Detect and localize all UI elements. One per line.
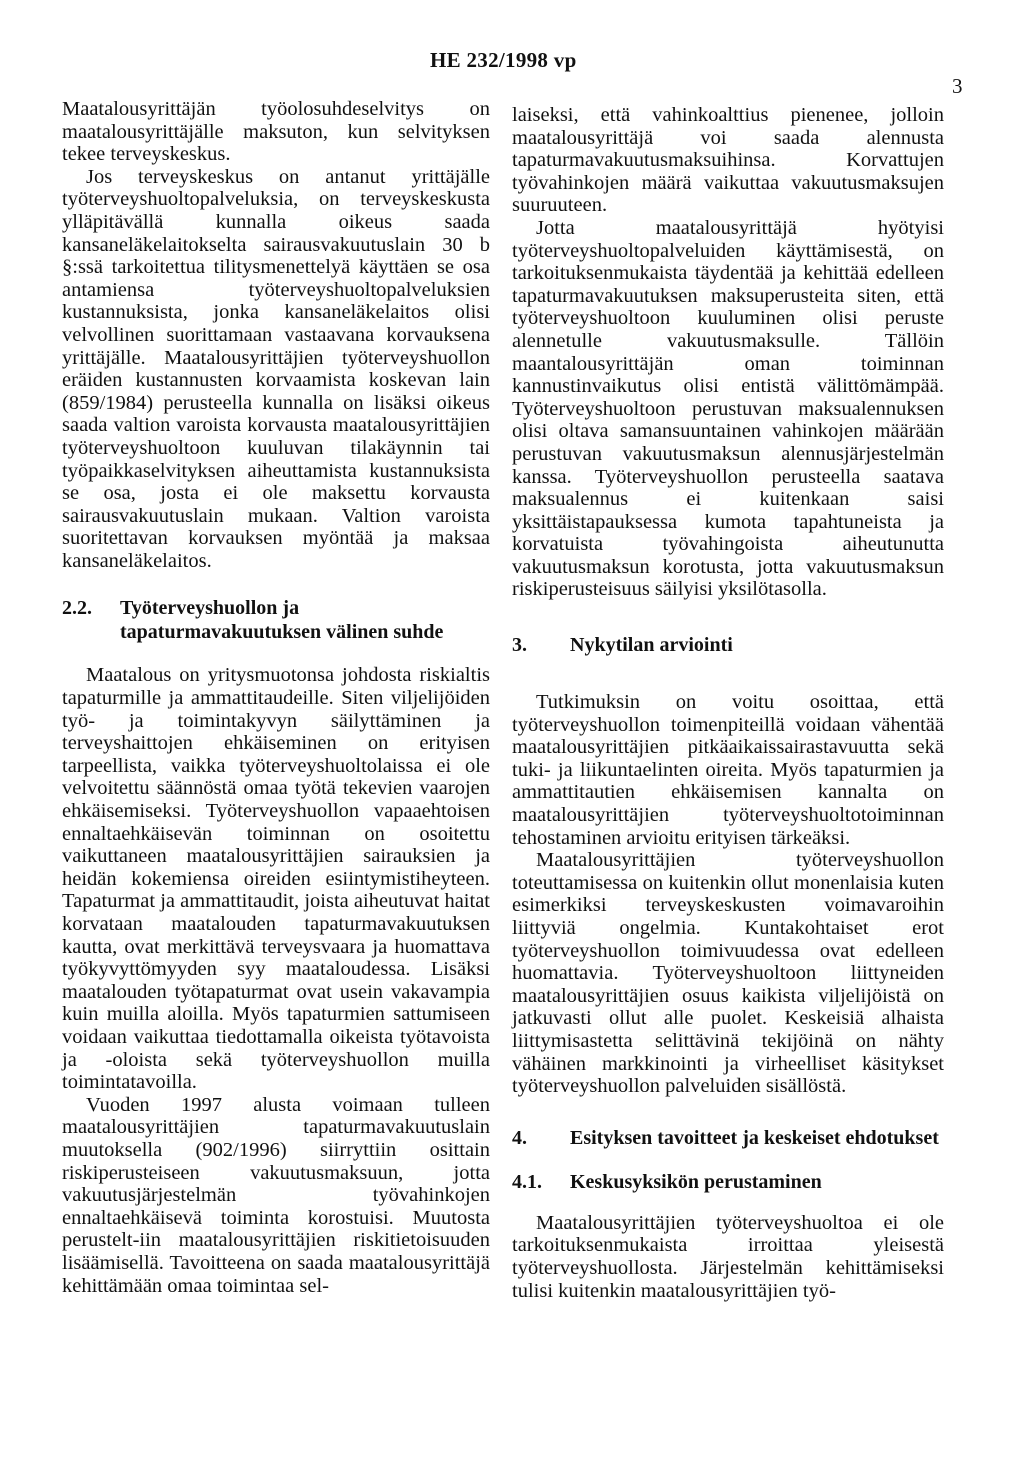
paragraph: Maatalousyrittäjien työterveyshuollon toteuttamisessa on kuitenkin ollut monenlaisia kuten esimerkiksi terveyskeskusten voimavaroihin liittyviä ongelmia. Kuntakohtaiset erot työterveyshuollon toimivuudessa ovat edelleen huomattavia. Työterveyshuoltoon liittyneiden maatalousyrittäjien osuus kaikista viljelijöistä on jatkuvasti ollut alle puolet. Keskeisiä alhaista liittymisastetta selittävinä tekijöinä on nähty vähäinen markkinointi ja virheelliset käsitykset työterveyshuollon palveluiden sisällöstä.: [512, 849, 944, 1098]
section-heading-4-1: [512, 1170, 944, 1194]
section-number: 4.: [512, 1126, 527, 1149]
section-number: 3.: [512, 634, 527, 657]
paragraph: Jos terveyskeskus on antanut yrittäjälle työterveyshuoltopalveluksia, on terveyskeskusta ylläpitävällä kunnalla oikeus saada kansaneläkelaitokselta sairausvakuutuslain 30 b §:ssä tarkoitettua tilitysmenettelyä käyttäen se osa antamiensa työterveyshuoltopalveluksien kustannuksista, jonka kansaneläkelaitos olisi velvollinen suorittamaan vastaavana korvauksena yrittäjälle. Maatalousyrittäjien työterveyshuollon eräiden kustannusten korvaamista koskevan lain (859/1984) perusteella kunnalla on lisäksi oikeus saada valtion varoista korvausta maatalousyrittäjien työterveyshuoltoon kuuluvan tilakäynnin tai työpaikkaselvityksen aiheuttamista kustannuksista se osa, josta ei ole maksettu korvausta sairausvakuutuslain mukaan. Valtion varoista suoritettavan korvauksen myöntää ja maksaa kansaneläkelaitos.: [62, 165, 490, 572]
section-heading-3: [512, 633, 944, 657]
section-title: Esityksen tavoitteet ja keskeiset ehdotukset: [570, 1126, 939, 1149]
document-id: HE 232/1998 vp: [430, 48, 577, 72]
section-title: Nykytilan arviointi: [570, 634, 733, 657]
page-header: [0, 48, 1024, 98]
section-title: Työterveyshuollon ja tapaturmavakuutuksen välinen suhde: [120, 597, 444, 644]
right-column: [512, 104, 944, 1302]
left-column: [62, 98, 490, 1297]
section-number: 2.2.: [62, 597, 92, 620]
section-heading-2-2: [62, 596, 490, 644]
paragraph: Tutkimuksin on voitu osoittaa, että työterveyshuollon toimenpiteillä voidaan vähentää maatalousyrittäjien pitkäaikaissairastavuutta sekä tuki- ja liikuntaelinten oireita. Myös tapaturmien ja ammattitautien ehkäisemisen kannalta on maatalousyrittäjien työterveyshuoltotoiminnan tehostaminen arvioitu erityisen tärkeäksi.: [512, 691, 944, 849]
section-heading-4: [512, 1126, 944, 1150]
section-number: 4.1.: [512, 1170, 542, 1193]
paragraph: Maatalousyrittäjien työterveyshuoltoa ei ole tarkoituksenmukaista irroittaa yleisestä työterveyshuollosta. Järjestelmän kehittämiseksi tulisi kuitenkin maatalousyrittäjien työ-: [512, 1211, 944, 1302]
paragraph: Vuoden 1997 alusta voimaan tulleen maatalousyrittäjien tapaturmavakuutuslain muutoksella (902/1996) siirryttiin osittain riskiperusteiseen vakuutusmaksuun, jotta vakuutusjärjestelmän työvahinkojen ennaltaehkäisevä toiminta korostuisi. Muutosta perustelt-iin maatalousyrittäjien riskitietoisuuden lisäämisellä. Tavoitteena on saada maatalousyrittäjä kehittämään omaa toimintaa sel-: [62, 1093, 490, 1297]
section-title: Keskusyksikön perustaminen: [570, 1170, 822, 1193]
paragraph: Maatalous on yritysmuotonsa johdosta riskialtis tapaturmille ja ammattitaudeille. Siten viljelijöiden työ- ja toimintakyvyn säilyttäminen ja terveyshaittojen ehkäiseminen on erityisen tarpeellista, vaikka työterveyshuoltolaissa ei ole velvoitettu säännöstä omaa työtä tekevien vaarojen ehkäisemiseksi. Työterveyshuollon vapaaehtoisen ennaltaehkäisevän toiminnan on osoitettu vaikuttaneen maatalousyrittäjien sairauksien ja heidän kokemiensa oireiden esiintymistiheyteen. Tapaturmat ja ammattitaudit, joista aiheutuvat haitat korvataan maatalouden tapaturmavakuutuksen kautta, ovat merkittävä terveysvaara ja huomattava työkyvyttömyyden syy maataloudessa. Lisäksi maatalouden työtapaturmat ovat usein vakavampia kuin muilla aloilla. Myös tapaturmien sattumiseen voidaan vaikuttaa tiedottamalla oikeista työtavoista ja -oloista sekä työterveyshuollon muilla toimintatavoilla.: [62, 664, 490, 1094]
page-number: 3: [952, 74, 963, 98]
paragraph: Jotta maatalousyrittäjä hyötyisi työterveyshuoltopalveluiden käyttämisestä, on tarkoituksenmukaista täydentää ja kehittää edelleen tapaturmavakuutuksen maksuperusteita siten, että työterveyshuoltoon kuuluminen olisi peruste alennetulle vakuutusmaksulle. Tällöin maantalousyrittäjän oman toiminnan kannustinvaikutus olisi entistä välittömämpää. Työterveyshuoltoon perustuvan maksualennuksen olisi oltava samansuuntainen vahinkojen määrään perustuvan vakuutusmaksun alennusjärjestelmän kanssa. Työterveyshuollon perusteella saatava maksualennus ei kuitenkaan saisi yksittäistapauksessa kumota tapahtuneista ja korvatuista työvahingoista aiheutunutta vakuutusmaksun korotusta, jotta vakuutusmaksun riskiperusteisuus säilyisi yksilötasolla.: [512, 216, 944, 601]
paragraph: laiseksi, että vahinkoalttius pienenee, jolloin maatalousyrittäjä voi saada alennusta tapaturmavakuutusmaksuihinsa. Korvattujen työvahinkojen määrä vaikuttaa vakuutusmaksujen suuruuteen.: [512, 104, 944, 217]
paragraph: Maatalousyrittäjän työolosuhdeselvitys on maatalousyrittäjälle maksuton, kun selvityksen tekee terveyskeskus.: [62, 98, 490, 166]
